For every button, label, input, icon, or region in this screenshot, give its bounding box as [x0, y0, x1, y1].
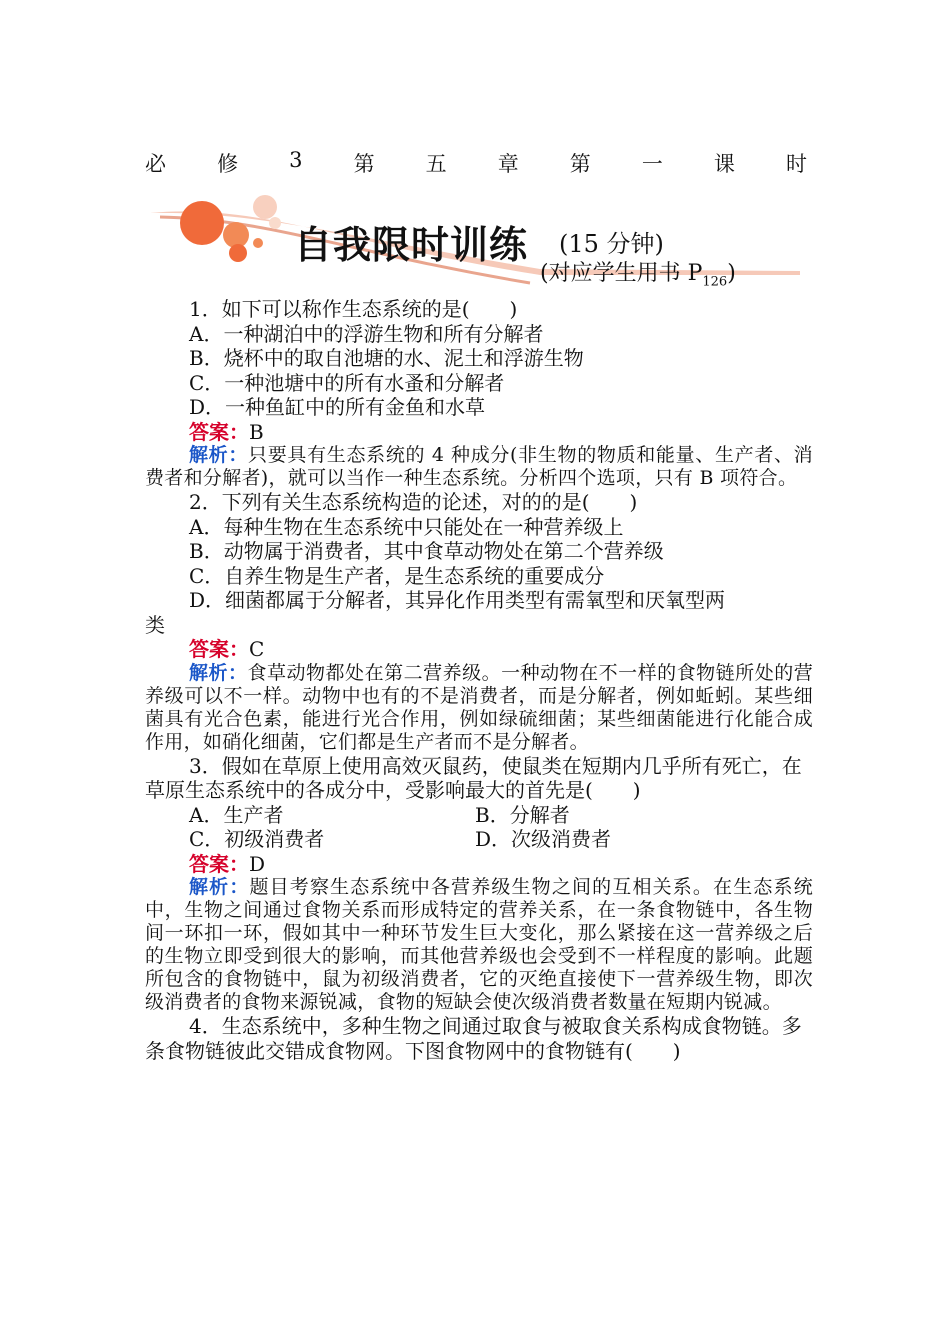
header-char: 修	[217, 152, 239, 176]
chapter-header	[145, 148, 807, 178]
banner-reference	[540, 256, 736, 289]
q1-option-b: B．烧杯中的取自池塘的水、泥土和浮游生物	[189, 346, 584, 370]
q3-option-c: C．初级消费者	[189, 827, 325, 851]
header-char: 一	[641, 152, 663, 176]
q2-option-d-line2: 类	[145, 612, 165, 637]
header-char: 课	[713, 152, 735, 176]
q1-answer	[145, 420, 813, 445]
q1-answer-value: B	[249, 419, 264, 444]
answer-label: 答案：	[189, 851, 249, 876]
q2-stem: 2．下列有关生态系统构造的论述，对的的是( )	[189, 490, 638, 514]
q1-option-d: D．一种鱼缸中的所有金鱼和水草	[189, 395, 486, 419]
header-char: 五	[425, 152, 447, 176]
q2-option-d-line1: D．细菌都属于分解者，其异化作用类型有需氧型和厌氧型两	[189, 588, 726, 612]
q4-stem: 4．生态系统中，多种生物之间通过取食与被取食关系构成食物链。多条食物链彼此交错成食物网。下图食物网中的食物链有( )	[145, 1014, 802, 1063]
header-char: 章	[497, 152, 519, 176]
q3-option-b: B．分解者	[475, 802, 570, 827]
banner-ref-page: 126	[702, 274, 728, 290]
q2-option-c: C．自养生物是生产者，是生态系统的重要成分	[189, 563, 605, 588]
banner-title: 自我限时训练	[294, 223, 529, 267]
q1-option-a: A．一种湖泊中的浮游生物和所有分解者	[189, 321, 544, 346]
banner-ref-main: (对应学生用书 P	[540, 261, 703, 286]
header-char: 必	[145, 152, 166, 176]
answer-label: 答案：	[189, 419, 249, 444]
analysis-label: 解析：	[189, 444, 249, 466]
banner-time: (15 分钟)	[559, 230, 664, 258]
header-char: 3	[289, 148, 303, 172]
q3-answer-value: D	[249, 851, 266, 876]
q1-analysis	[145, 444, 813, 490]
q3-answer	[145, 852, 813, 877]
q2-answer-value: C	[249, 637, 265, 661]
q1-stem: 1．如下可以称作生态系统的是( )	[189, 297, 518, 321]
q2-option-a: A．每种生物在生态系统中只能处在一种营养级上	[189, 514, 624, 539]
q3-option-a: A．生产者	[189, 802, 284, 827]
q3-analysis	[145, 876, 813, 1014]
q3-options-row2	[145, 827, 813, 852]
q2-analysis-text: 食草动物都处在第二营养级。一种动物在不一样的食物链所处的营养级可以不一样。动物中也有的不是消费者，而是分解者，例如蚯蚓。某些细菌具有光合色素，能进行光合作用，例如绿硫细菌；某些细菌能进行化能合成作用，如硝化细菌，它们都是生产者而不是分解者。	[145, 661, 814, 753]
banner-ref-close: )	[727, 261, 736, 286]
q2-option-b: B．动物属于消费者，其中食草动物处在第二个营养级	[189, 539, 664, 563]
analysis-label: 解析：	[189, 661, 248, 684]
q3-stem: 3．假如在草原上使用高效灭鼠药，使鼠类在短期内几乎所有死亡，在草原生态系统中的各成分中，受影响最大的首先是( )	[145, 753, 802, 802]
q3-option-d: D．次级消费者	[475, 827, 612, 851]
q1-option-c: C．一种池塘中的所有水蚤和分解者	[189, 370, 505, 395]
q3-options-row1	[145, 803, 813, 828]
q2-answer	[145, 637, 813, 662]
header-char: 时	[785, 152, 807, 176]
header-char: 第	[569, 152, 591, 176]
header-char: 第	[353, 152, 375, 176]
q3-analysis-text: 题目考察生态系统中各营养级生物之间的互相关系。在生态系统中，生物之间通过食物关系而形成特定的营养关系，在一条食物链中，各生物间一环扣一环，假如其中一种环节发生巨大变化，那么紧接在这一营养级之后的生物立即受到很大的影响，而其他营养级也会受到不一样程度的影响。此题所包含的食物链中，鼠为初级消费者，它的灭绝直接使下一营养级生物，即次级消费者的食物来源锐减，食物的短缺会使次级消费者数量在短期内锐减。	[145, 876, 814, 1013]
question-content	[145, 297, 813, 1063]
q2-analysis	[145, 662, 813, 754]
analysis-label: 解析：	[189, 876, 250, 898]
q1-analysis-text: 只要具有生态系统的 4 种成分(非生物的物质和能量、生产者、消费者和分解者)，就可以当作一种生态系统。分析四个选项，只有 B 项符合。	[145, 444, 813, 489]
answer-label: 答案：	[189, 637, 249, 661]
